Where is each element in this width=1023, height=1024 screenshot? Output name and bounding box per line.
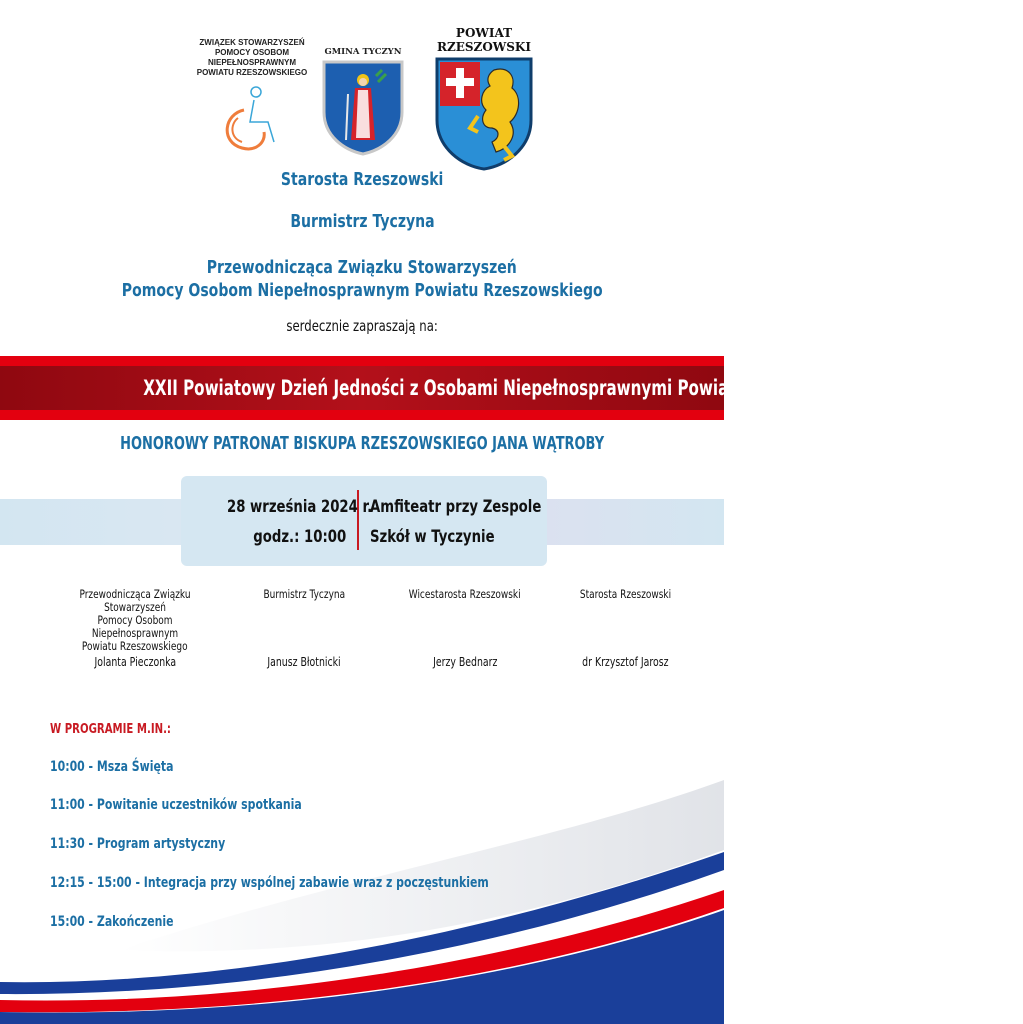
official-4-title: Starosta Rzeszowski — [579, 587, 671, 601]
official-1-name: Jolanta Pieczonka — [94, 655, 176, 669]
gmina-coat-of-arms-icon — [322, 60, 404, 156]
wheelchair-logo-icon — [216, 80, 286, 156]
patronage-text: HONOROWY PATRONAT BISKUPA RZESZOWSKIEGO JANA WĄTROBY — [120, 433, 604, 454]
program-heading: W PROGRAMIE M.IN.: — [50, 722, 171, 737]
program-item: 10:00 - Msza Święta — [50, 759, 174, 775]
powiat-label: POWIAT RZESZOWSKI — [437, 26, 531, 54]
host-burmistrz: Burmistrz Tyczyna — [289, 211, 435, 232]
official-3-name: Jerzy Bednarz — [432, 655, 498, 669]
band-bottom-stripe — [0, 410, 724, 420]
program-item: 12:15 - 15:00 - Integracja przy wspólnej zabawie wraz z poczęstunkiem — [50, 875, 489, 891]
official-2-name: Janusz Błotnicki — [267, 655, 341, 669]
band-top-stripe — [0, 356, 724, 366]
program-item: 11:30 - Program artystyczny — [50, 836, 226, 852]
official-3-title: Wicestarosta Rzeszowski — [409, 587, 521, 601]
details-box — [181, 476, 547, 566]
association-name: ZWIĄZEK STOWARZYSZEŃ POMOCY OSOBOM NIEPEŁNOSPRAWNYM POWIATU RZESZOWSKIEGO — [196, 38, 308, 77]
event-time: godz.: 10:00 — [253, 527, 346, 547]
official-1-title: Przewodnicząca Związku Stowarzyszeń Pomocy Osobom Niepełnosprawnym Powiatu Rzeszowskiego — [79, 587, 191, 653]
official-4-name: dr Krzysztof Jarosz — [581, 655, 669, 669]
program-item: 15:00 - Zakończenie — [50, 914, 174, 930]
powiat-coat-of-arms-icon — [434, 56, 534, 172]
event-place-line1: Amfiteatr przy Zespole — [370, 497, 542, 517]
event-title: XXII Powiatowy Dzień Jedności z Osobami Niepełnosprawnymi Powiatu Rzeszowskiego — [143, 376, 881, 400]
event-date: 28 września 2024 r. — [226, 497, 373, 517]
host-starosta: Starosta Rzeszowski — [280, 169, 444, 190]
official-2-title: Burmistrz Tyczyna — [263, 587, 345, 601]
gmina-label: GMINA TYCZYN — [324, 47, 402, 57]
program-item: 11:00 - Powitanie uczestników spotkania — [50, 797, 302, 813]
host-przewodniczaca-line1: Przewodnicząca Związku Stowarzyszeń — [206, 257, 518, 278]
invite-text: serdecznie zapraszają na: — [286, 317, 438, 335]
event-place-line2: Szkół w Tyczynie — [370, 527, 495, 547]
host-przewodniczaca-line2: Pomocy Osobom Niepełnosprawnym Powiatu Rzeszowskiego — [121, 280, 603, 301]
